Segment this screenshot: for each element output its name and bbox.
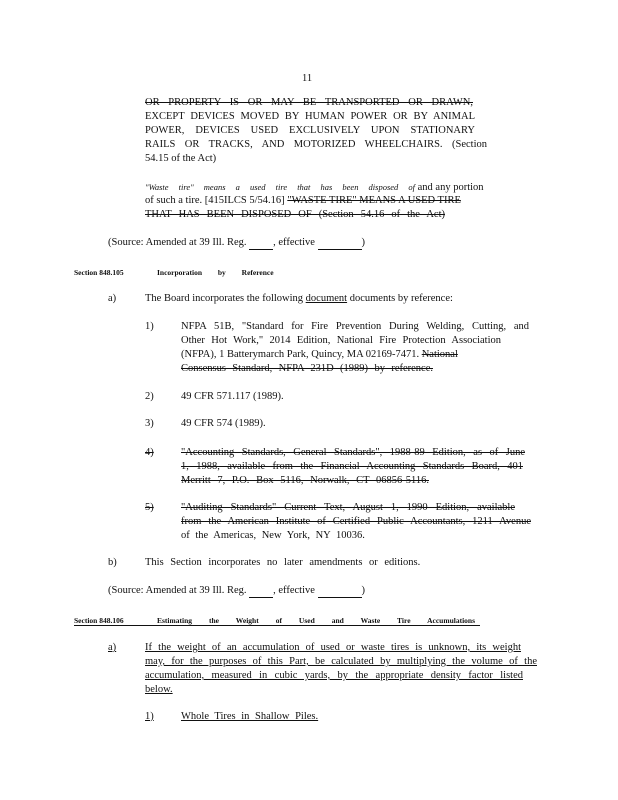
inserted-text: document bbox=[305, 293, 348, 304]
inserted-text: may, for the purposes of this Part, be calculated by multiplying the volume of the bbox=[145, 656, 537, 667]
definition-line: 54.15 of the Act) bbox=[145, 153, 217, 164]
item-marker: 1) bbox=[145, 711, 154, 722]
deleted-text: "Auditing Standards" Current Text, August 1, 1990 Edition, available bbox=[181, 502, 515, 513]
item-line: NFPA 51B, "Standard for Fire Prevention During Welding, Cutting, and bbox=[181, 321, 529, 332]
item-line: This Section incorporates no later amendments or editions. bbox=[145, 557, 421, 568]
item-line: 49 CFR 571.117 (1989). bbox=[181, 391, 284, 402]
inserted-text: below. bbox=[145, 684, 173, 695]
definition-line: POWER, DEVICES USED EXCLUSIVELY UPON STATIONARY bbox=[145, 125, 475, 136]
section-title: Estimating the Weight of Used and Waste Tire Accumulations bbox=[157, 616, 475, 625]
blank-field[interactable] bbox=[318, 238, 362, 250]
item-marker: 1) bbox=[145, 321, 154, 332]
item-line: 49 CFR 574 (1989). bbox=[181, 418, 266, 429]
inserted-text: Whole Tires in Shallow Piles. bbox=[181, 711, 319, 722]
item-marker: 3) bbox=[145, 418, 154, 429]
section-number: Section 848.106 bbox=[74, 616, 124, 625]
inserted-text: accumulation, measured in cubic yards, by the appropriate density factor listed bbox=[145, 670, 523, 681]
deleted-text: "WASTE TIRE" MEANS A USED TIRE bbox=[287, 195, 461, 206]
page-number: 11 bbox=[302, 73, 313, 84]
section-title: Incorporation by Reference bbox=[157, 268, 274, 277]
definition-line: EXCEPT DEVICES MOVED BY HUMAN POWER OR BY ANIMAL bbox=[145, 111, 475, 122]
blank-field[interactable] bbox=[318, 586, 362, 598]
item-marker: 5) bbox=[145, 502, 154, 513]
deleted-text: 1, 1988, available from the Financial Accounting Standards Board, 401 bbox=[181, 461, 523, 472]
item-line: Other Hot Work," 2014 Edition, National Fire Protection Association bbox=[181, 335, 501, 346]
definition-text: of such a tire. [415ILCS 5/54.16] bbox=[145, 195, 288, 206]
item-marker: b) bbox=[108, 557, 117, 568]
item-marker: 4) bbox=[145, 447, 154, 458]
deleted-text: "Accounting Standards, General Standards", 1988-89 Edition, as of June bbox=[181, 447, 525, 458]
definition-line bbox=[145, 194, 461, 208]
source-text: ) bbox=[361, 585, 366, 596]
item-marker: 2) bbox=[145, 391, 154, 402]
definition-line: RAILS OR TRACKS, AND MOTORIZED WHEELCHAIRS. (Section bbox=[145, 139, 487, 150]
item-text-part: (NFPA), 1 Batterymarch Park, Quincy, MA 02169-7471. bbox=[181, 349, 422, 360]
item-marker: a) bbox=[108, 293, 117, 304]
blank-field[interactable] bbox=[249, 586, 273, 598]
struck-line: OR PROPERTY IS OR MAY BE TRANSPORTED OR DRAWN, bbox=[145, 97, 473, 108]
source-text: (Source: Amended at 39 Ill. Reg. bbox=[108, 237, 250, 248]
source-text: ) bbox=[361, 237, 366, 248]
definition-text: and any portion bbox=[415, 182, 484, 193]
deleted-text: THAT HAS BEEN DISPOSED OF (Section 54.16 of the Act) bbox=[145, 209, 445, 220]
item-line: of the Americas, New York, NY 10036. bbox=[181, 530, 365, 541]
inserted-text: If the weight of an accumulation of used or waste tires is unknown, its weight bbox=[145, 642, 521, 653]
item-text-part: The Board incorporates the following bbox=[145, 293, 306, 304]
section-number: Section 848.105 bbox=[74, 268, 124, 277]
inserted-text: "Waste tire" means a used tire that has been disposed of bbox=[145, 182, 415, 192]
source-text: , effective bbox=[273, 585, 318, 596]
source-text: (Source: Amended at 39 Ill. Reg. bbox=[108, 585, 250, 596]
definition-line bbox=[145, 180, 495, 195]
source-text: , effective bbox=[273, 237, 318, 248]
source-note bbox=[108, 584, 365, 598]
deleted-text: from the American Institute of Certified Public Accountants, 1211 Avenue bbox=[181, 516, 531, 527]
item-marker: a) bbox=[108, 642, 117, 653]
deleted-text: Merritt 7, P.O. Box 5116, Norwalk, CT 06856-5116. bbox=[181, 475, 429, 486]
item-text-part: documents by reference: bbox=[347, 293, 453, 304]
source-note bbox=[108, 236, 365, 250]
item-line bbox=[181, 348, 458, 362]
deleted-text: National bbox=[421, 349, 458, 360]
blank-field[interactable] bbox=[249, 238, 273, 250]
underline-rule bbox=[74, 625, 480, 626]
item-text bbox=[145, 292, 453, 306]
deleted-text: Consensus Standard, NFPA 231D (1989) by reference. bbox=[181, 363, 433, 374]
